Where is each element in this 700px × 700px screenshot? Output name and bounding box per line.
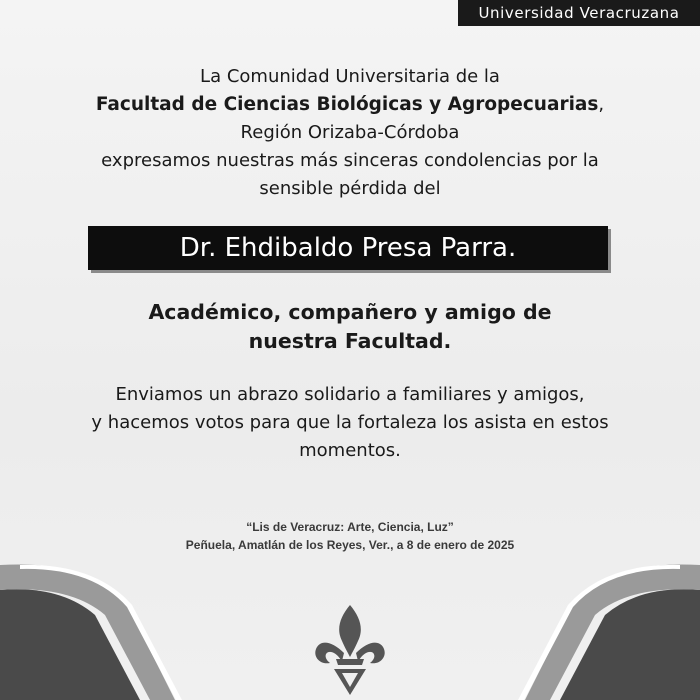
tribute-line-1: Académico, compañero y amigo de [148,300,552,324]
deceased-name-bar [88,226,608,270]
university-banner [458,0,700,26]
condolence-message [0,381,700,465]
intro-text [0,63,700,203]
tribute-text [0,298,700,356]
university-name: Universidad Veracruzana [478,4,680,22]
message-line-1: Enviamos un abrazo solidario a familiares y amigos, [115,384,585,405]
faculty-line [0,91,700,119]
faculty-name: Facultad de Ciencias Biológicas y Agropecuarias [95,94,599,115]
tribute-line-2: nuestra Facultad. [248,329,452,353]
intro-line-1: La Comunidad Universitaria de la [200,66,500,87]
place-date: Peñuela, Amatlán de los Reyes, Ver., a 8 de enero de 2025 [185,538,515,552]
message-line-2: y hacemos votos para que la fortaleza los asista en estos [91,412,609,433]
intro-line-4: expresamos nuestras más sinceras condolencias por la [101,150,599,171]
message-line-3: momentos. [299,440,401,461]
uv-fleur-de-lis-logo-icon [315,605,384,695]
intro-line-5: sensible pérdida del [259,178,441,199]
faculty-comma: , [598,94,605,115]
deceased-name: Dr. Ehdibaldo Presa Parra. [179,233,517,263]
region-line: Región Orizaba-Córdoba [240,122,460,143]
motto: “Lis de Veracruz: Arte, Ciencia, Luz” [246,520,454,534]
bottom-decoration [0,545,700,700]
